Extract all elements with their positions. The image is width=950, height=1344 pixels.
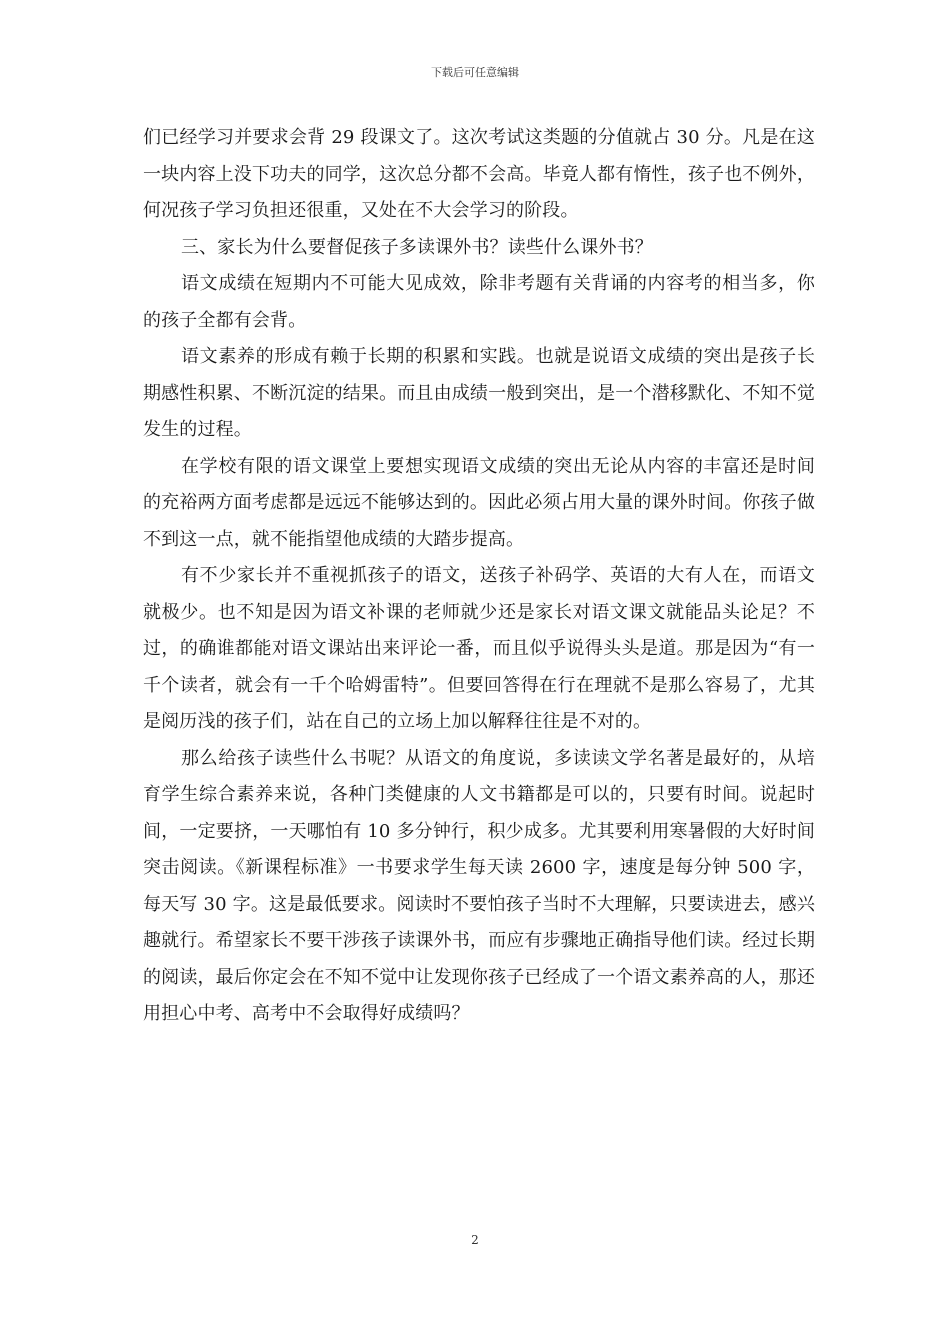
paragraph-7: 那么给孩子读些什么书呢？从语文的角度说，多读读文学名著是最好的，从培育学生综合素养来说，各种门类健康的人文书籍都是可以的，只要有时间。说起时间，一定要挤，一天哪怕有 10 多分钟行，积少成多。尤其要利用寒暑假的大好时间突击阅读。《新课程标准》一书要求学生每天读 2600 字，速度是每分钟 500 字，每天写 30 字。这是最低要求。阅读时不要怕孩子当时不大理解，只要读进去，感兴趣就行。希望家长不要干涉孩子读课外书，而应有步骤地正确指导他们读。经过长期的阅读，最后你定会在不知不觉中让发现你孩子已经成了一个语文素养高的人，那还用担心中考、高考中不会取得好成绩吗？: [143, 747, 815, 1024]
paragraph-6: 有不少家长并不重视抓孩子的语文，送孩子补码学、英语的大有人在，而语文就极少。也不知是因为语文补课的老师就少还是家长对语文课文就能品头论足？不过，的确谁都能对语文课站出来评论一番，而且似乎说得头头是道。那是因为“有一千个读者，就会有一千个哈姆雷特”。但要回答得在行在理就不是那么容易了，尤其是阅历浅的孩子们，站在自己的立场上加以解释往往是不对的。: [143, 565, 815, 732]
page-number: 2: [471, 1233, 479, 1247]
paragraph-4: 语文素养的形成有赖于长期的积累和实践。也就是说语文成绩的突出是孩子长期感性积累、不断沉淀的结果。而且由成绩一般到突出，是一个潜移默化、不知不觉发生的过程。: [143, 346, 815, 440]
page-header: 下载后可任意编辑: [431, 66, 519, 79]
paragraph-2-heading: 三、家长为什么要督促孩子多读课外书？读些什么课外书？: [181, 236, 653, 258]
paragraph-3: 语文成绩在短期内不可能大见成效，除非考题有关背诵的内容考的相当多，你的孩子全都有会背。: [143, 273, 815, 331]
paragraph-5: 在学校有限的语文课堂上要想实现语文成绩的突出无论从内容的丰富还是时间的充裕两方面考虑都是远远不能够达到的。因此必须占用大量的课外时间。你孩子做不到这一点，就不能指望他成绩的大踏步提高。: [143, 455, 815, 550]
paragraph-1: 们已经学习并要求会背 29 段课文了。这次考试这类题的分值就占 30 分。凡是在这一块内容上没下功夫的同学，这次总分都不会高。毕竟人都有惰性，孩子也不例外，何况孩子学习负担还很重，又处在不大会学习的阶段。: [143, 127, 815, 221]
body-text: [143, 120, 815, 1033]
